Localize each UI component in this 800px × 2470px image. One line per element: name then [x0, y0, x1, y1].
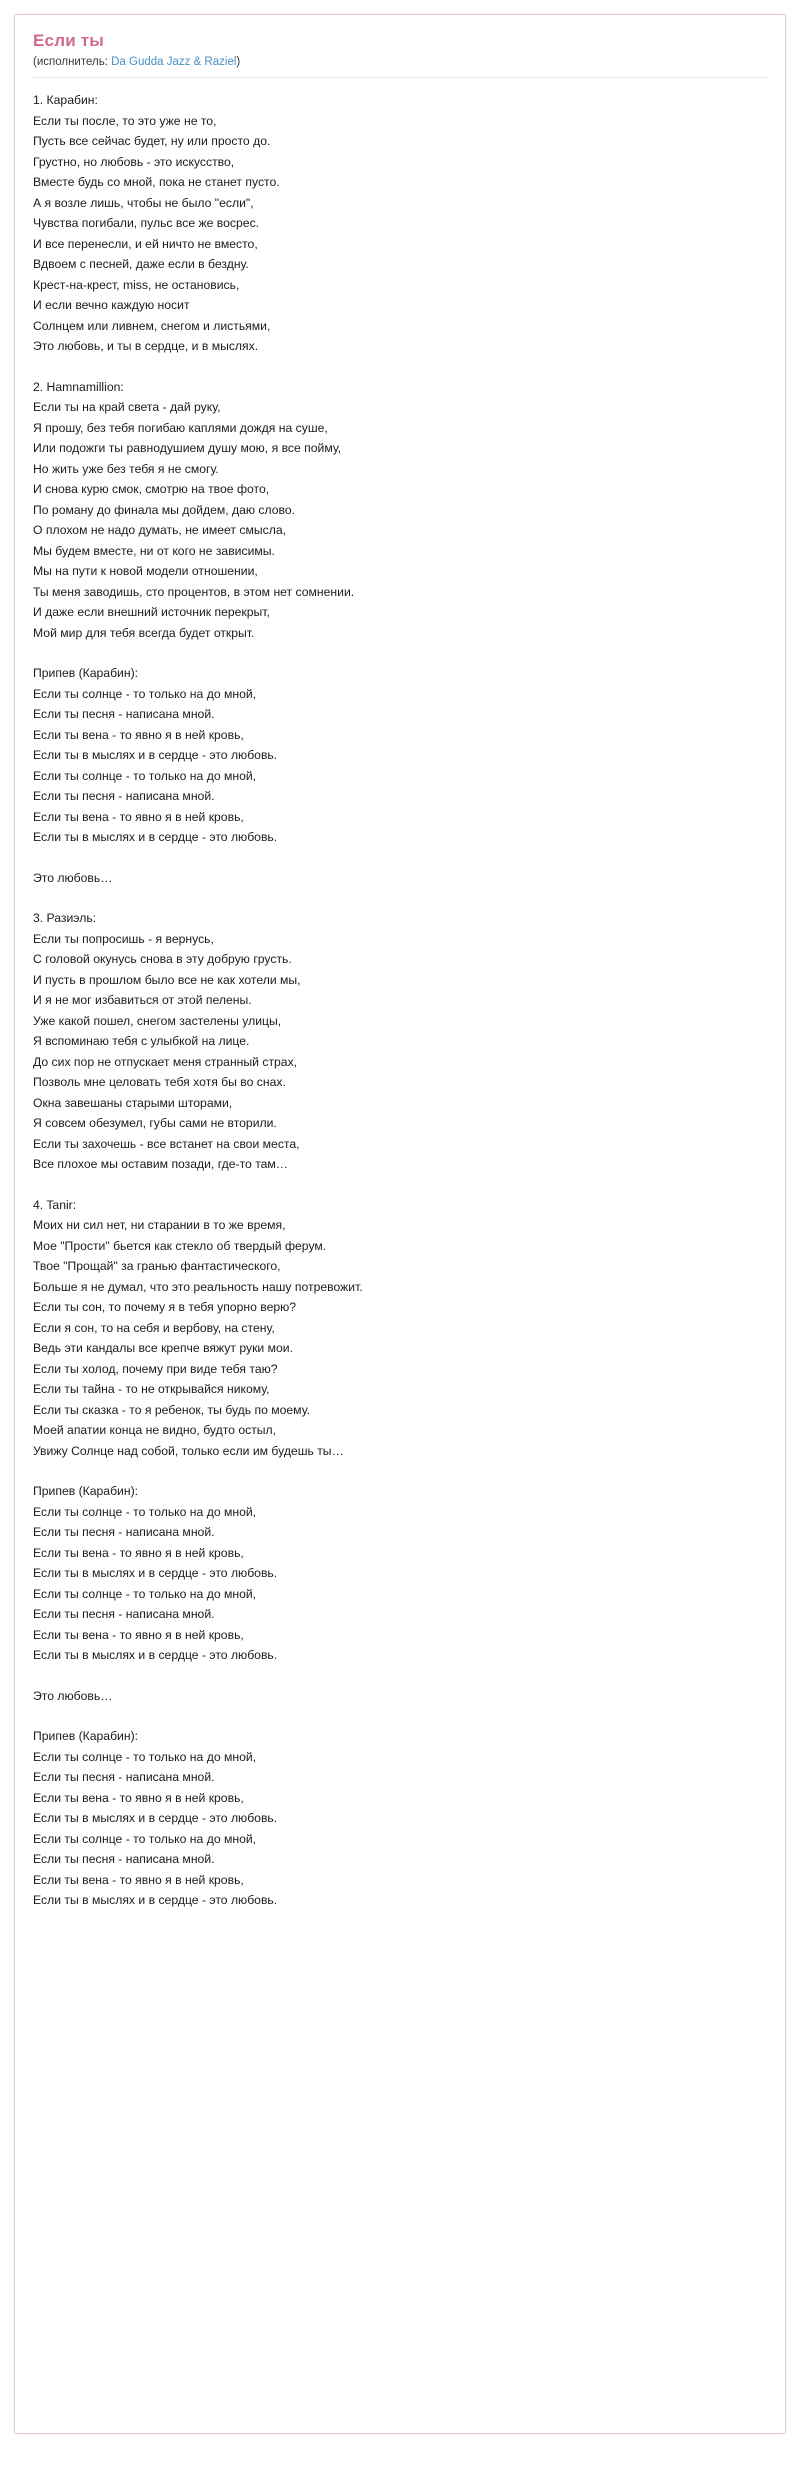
lyrics-line: Моих ни сил нет, ни старании в то же время, — [33, 1218, 286, 1232]
performer-suffix: ) — [236, 56, 241, 68]
lyrics-line: Если ты вена - то явно я в ней кровь, — [33, 1790, 244, 1805]
lyrics-line: Если ты в мыслях и в сердце - это любовь. — [33, 748, 278, 762]
lyrics-block — [33, 868, 767, 889]
lyrics-line: Это любовь… — [33, 870, 113, 885]
lyrics-line: Если ты в мыслях и в сердце - это любовь. — [33, 1648, 278, 1662]
lyrics-block — [33, 90, 767, 357]
lyrics-line: Крест-на-крест, miss, не остановись, — [33, 277, 240, 292]
page-title: Если ты — [33, 31, 105, 50]
lyrics-block — [33, 1481, 767, 1666]
lyrics-block — [33, 1195, 767, 1462]
lyrics-line: Если ты песня - написана мной. — [33, 1607, 215, 1621]
lyrics-line: Это любовь… — [33, 1688, 113, 1703]
lyrics-line: А я возле лишь, чтобы не было "если", — [33, 195, 254, 210]
lyrics-line: Пусть все сейчас будет, ну или просто до. — [33, 134, 271, 148]
lyrics-line: Это любовь, и ты в сердце, и в мыслях. — [33, 339, 259, 353]
lyrics-line: Если ты солнце - то только на до мной, — [33, 768, 257, 783]
lyrics-line: Вдвоем с песней, даже если в бездну. — [33, 257, 249, 271]
lyrics-block — [33, 1726, 767, 1911]
lyrics-line: Грустно, но любовь - это искусство, — [33, 154, 235, 169]
lyrics-line: Если ты после, то это уже не то, — [33, 113, 217, 128]
lyrics-line: И все перенесли, и ей ничто не вместо, — [33, 236, 258, 251]
lyrics-line: Если ты в мыслях и в сердце - это любовь. — [33, 1893, 278, 1907]
lyrics-line: Если ты песня - написана мной. — [33, 707, 215, 721]
lyrics-line: Мы будем вместе, ни от кого не зависимы. — [33, 543, 275, 558]
lyrics-line: Твое "Прощай" за гранью фантастического, — [33, 1259, 281, 1273]
lyrics-body — [33, 90, 767, 1911]
lyrics-block — [33, 663, 767, 848]
lyrics-line: Уже какой пошел, снегом застелены улицы, — [33, 1013, 282, 1028]
lyrics-line: По роману до финала мы дойдем, даю слово. — [33, 502, 296, 517]
lyrics-line: Если ты песня - написана мной. — [33, 789, 215, 803]
lyrics-line: 3. Разиэль: — [33, 911, 97, 925]
lyrics-line: Солнцем или ливнем, снегом и листьями, — [33, 318, 271, 333]
lyrics-line: Вместе будь со мной, пока не станет пусто. — [33, 175, 280, 189]
lyrics-line: Если ты сон, то почему я в тебя упорно верю? — [33, 1300, 297, 1314]
lyrics-line: 2. Hamnamillion: — [33, 379, 124, 394]
lyrics-line: Если ты захочешь - все встанет на свои места, — [33, 1136, 300, 1151]
lyrics-line: С головой окунусь снова в эту добрую грусть. — [33, 952, 292, 966]
lyrics-line: Если ты вена - то явно я в ней кровь, — [33, 1545, 244, 1560]
lyrics-line: Я совсем обезумел, губы сами не вторили. — [33, 1116, 277, 1130]
lyrics-line: Если ты песня - написана мной. — [33, 1770, 215, 1784]
lyrics-line: Если ты сказка - то я ребенок, ты будь по моему. — [33, 1402, 310, 1417]
artist-line — [33, 55, 767, 78]
artist-link[interactable]: Da Gudda Jazz & Raziel — [111, 56, 237, 68]
lyrics-line: 1. Карабин: — [33, 93, 98, 107]
lyrics-line: Если ты тайна - то не открывайся никому, — [33, 1382, 270, 1396]
lyrics-line: Если ты в мыслях и в сердце - это любовь. — [33, 830, 278, 844]
lyrics-line: Позволь мне целовать тебя хотя бы во снах. — [33, 1075, 286, 1089]
lyrics-block — [33, 908, 767, 1175]
lyrics-line: Если ты вена - то явно я в ней кровь, — [33, 727, 244, 742]
lyrics-line: Если ты вена - то явно я в ней кровь, — [33, 1627, 244, 1642]
lyrics-line: Припев (Карабин): — [33, 666, 139, 680]
lyrics-line: Мой мир для тебя всегда будет открыт. — [33, 625, 255, 640]
lyrics-line: Увижу Солнце над собой, только если им будешь ты… — [33, 1443, 344, 1458]
lyrics-line: Все плохое мы оставим позади, где-то там… — [33, 1157, 288, 1171]
lyrics-line: Припев (Карабин): — [33, 1484, 139, 1498]
lyrics-line: Если ты вена - то явно я в ней кровь, — [33, 809, 244, 824]
lyrics-line: Если ты холод, почему при виде тебя таю? — [33, 1361, 278, 1376]
lyrics-card — [14, 14, 786, 2434]
lyrics-line: Если ты попросишь - я вернусь, — [33, 931, 214, 946]
lyrics-line: Если ты песня - написана мной. — [33, 1525, 215, 1539]
lyrics-line: Моей апатии конца не видно, будто остыл, — [33, 1423, 277, 1437]
lyrics-line: И пусть в прошлом было все не как хотели мы, — [33, 972, 301, 987]
performer-prefix: (исполнитель: — [33, 56, 112, 68]
lyrics-line: И я не мог избавиться от этой пелены. — [33, 993, 252, 1007]
lyrics-line: Если ты солнце - то только на до мной, — [33, 686, 257, 701]
lyrics-line: Окна завешаны старыми шторами, — [33, 1095, 233, 1110]
lyrics-line: Если я сон, то на себя и вербову, на стену, — [33, 1320, 275, 1335]
lyrics-line: Если ты солнце - то только на до мной, — [33, 1831, 257, 1846]
lyrics-line: И даже если внешний источник перекрыт, — [33, 605, 270, 619]
lyrics-line: Больше я не думал, что это реальность нашу потревожит. — [33, 1279, 363, 1294]
lyrics-line: Мое "Прости" бьется как стекло об твердый ферум. — [33, 1238, 327, 1253]
lyrics-line: Если ты песня - написана мной. — [33, 1852, 215, 1866]
lyrics-line: До сих пор не отпускает меня странный страх, — [33, 1054, 298, 1069]
lyrics-line: Я вспоминаю тебя с улыбкой на лице. — [33, 1034, 250, 1048]
lyrics-line: Ты меня заводишь, сто процентов, в этом нет сомнении. — [33, 584, 355, 599]
lyrics-line: Если ты солнце - то только на до мной, — [33, 1586, 257, 1601]
lyrics-block — [33, 1686, 767, 1707]
lyrics-line: Или подожги ты равнодушием душу мою, я все пойму, — [33, 441, 342, 455]
lyrics-line: Но жить уже без тебя я не смогу. — [33, 461, 219, 476]
lyrics-line: Припев (Карабин): — [33, 1729, 139, 1743]
lyrics-line: О плохом не надо думать, не имеет смысла, — [33, 523, 286, 537]
lyrics-line: Если ты в мыслях и в сердце - это любовь. — [33, 1811, 278, 1825]
lyrics-line: Если ты вена - то явно я в ней кровь, — [33, 1872, 244, 1887]
lyrics-line: 4. Tanir: — [33, 1197, 77, 1212]
lyrics-line: Если ты солнце - то только на до мной, — [33, 1504, 257, 1519]
lyrics-line: Если ты на край света - дай руку, — [33, 400, 221, 414]
lyrics-line: Если ты солнце - то только на до мной, — [33, 1749, 257, 1764]
lyrics-line: Если ты в мыслях и в сердце - это любовь. — [33, 1566, 278, 1580]
lyrics-line: Чувства погибали, пульс все же восрес. — [33, 216, 260, 230]
lyrics-line: И если вечно каждую носит — [33, 298, 190, 312]
lyrics-line: Я прошу, без тебя погибаю каплями дождя на суше, — [33, 420, 328, 435]
lyrics-line: Ведь эти кандалы все крепче вяжут руки мои. — [33, 1341, 293, 1355]
lyrics-line: Мы на пути к новой модели отношении, — [33, 564, 258, 578]
lyrics-line: И снова курю смок, смотрю на твое фото, — [33, 482, 270, 496]
lyrics-block — [33, 377, 767, 644]
